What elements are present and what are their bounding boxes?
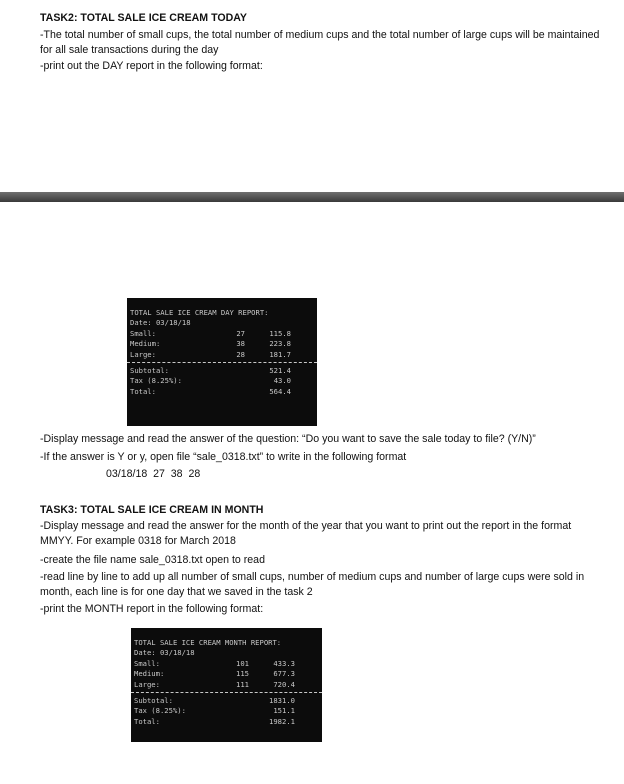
total-amount: 1982.1 xyxy=(269,716,295,726)
section-divider xyxy=(0,192,624,202)
month-report-total-row xyxy=(131,696,322,706)
month-report-total-row xyxy=(131,717,322,727)
task3-paragraph-1: -Display message and read the answer for the month of the year that you want to print out the report in the format MMYY. For example 0318 for March 2018 xyxy=(40,520,572,547)
row-qty: 28 xyxy=(236,349,245,359)
day-report-row xyxy=(127,339,317,349)
row-amount: 115.8 xyxy=(269,328,291,338)
task2-paragraph-1: -The total number of small cups, the total number of medium cups and the total number of large cups will be maintained for all sale transactions during the day xyxy=(40,29,600,56)
row-label: Large: xyxy=(134,679,160,689)
row-qty: 38 xyxy=(236,339,245,349)
row-label: Medium: xyxy=(130,339,161,349)
month-report-row xyxy=(131,680,322,690)
day-report-date: Date: 03/18/18 xyxy=(130,318,191,328)
month-report-console xyxy=(131,628,322,742)
month-report-title: TOTAL SALE ICE CREAM MONTH REPORT: xyxy=(134,638,282,647)
day-report-title: TOTAL SALE ICE CREAM DAY REPORT: xyxy=(130,308,269,317)
month-report-row xyxy=(131,669,322,679)
task2-paragraph-4: -If the answer is Y or y, open file “sale_0318.txt” to write in the following format xyxy=(40,451,407,463)
row-label: Small: xyxy=(130,328,156,338)
task2-heading: TASK2: TOTAL SALE ICE CREAM TODAY xyxy=(40,12,247,24)
row-label: Large: xyxy=(130,349,156,359)
row-qty: 27 xyxy=(236,328,245,338)
total-amount: 151.1 xyxy=(273,706,295,716)
month-report-total-row xyxy=(131,706,322,716)
row-amount: 433.3 xyxy=(273,658,295,668)
task3-paragraph-3: -read line by line to add up all number of small cups, number of medium cups and number of large cups were sold in month, each line is for one day that we saved in the task 2 xyxy=(40,571,585,598)
day-report-row xyxy=(127,329,317,339)
task2-paragraph-2: -print out the DAY report in the following format: xyxy=(40,60,263,72)
task3-paragraph-2: -create the file name sale_0318.txt open to read xyxy=(40,554,265,566)
month-report-date: Date: 03/18/18 xyxy=(134,648,195,658)
file-format-line: 03/18/18 27 38 28 xyxy=(106,468,201,480)
month-report-row xyxy=(131,659,322,669)
row-amount: 677.3 xyxy=(273,669,295,679)
total-amount: 521.4 xyxy=(269,365,291,375)
separator-line xyxy=(127,362,317,363)
total-label: Tax (8.25%): xyxy=(130,376,182,386)
row-amount: 720.4 xyxy=(273,679,295,689)
total-label: Subtotal: xyxy=(134,695,173,705)
total-label: Total: xyxy=(130,386,156,396)
row-label: Small: xyxy=(134,658,160,668)
total-amount: 1831.0 xyxy=(269,695,295,705)
total-label: Tax (8.25%): xyxy=(134,706,186,716)
row-label: Medium: xyxy=(134,669,165,679)
day-report-row xyxy=(127,350,317,360)
total-label: Subtotal: xyxy=(130,365,169,375)
total-amount: 43.0 xyxy=(273,376,291,386)
day-report-total-row xyxy=(127,376,317,386)
row-qty: 115 xyxy=(236,669,249,679)
separator-line xyxy=(131,692,322,693)
day-report-total-row xyxy=(127,366,317,376)
total-label: Total: xyxy=(134,716,160,726)
row-amount: 223.8 xyxy=(269,339,291,349)
total-amount: 564.4 xyxy=(269,386,291,396)
task2-paragraph-3: -Display message and read the answer of the question: “Do you want to save the sale today to file? (Y/N)” xyxy=(40,433,536,445)
day-report-total-row xyxy=(127,387,317,397)
task3-heading: TASK3: TOTAL SALE ICE CREAM IN MONTH xyxy=(40,504,264,516)
row-qty: 111 xyxy=(236,679,249,689)
row-amount: 181.7 xyxy=(269,349,291,359)
task3-paragraph-4: -print the MONTH report in the following format: xyxy=(40,603,264,615)
row-qty: 101 xyxy=(236,658,249,668)
day-report-console xyxy=(127,298,317,426)
